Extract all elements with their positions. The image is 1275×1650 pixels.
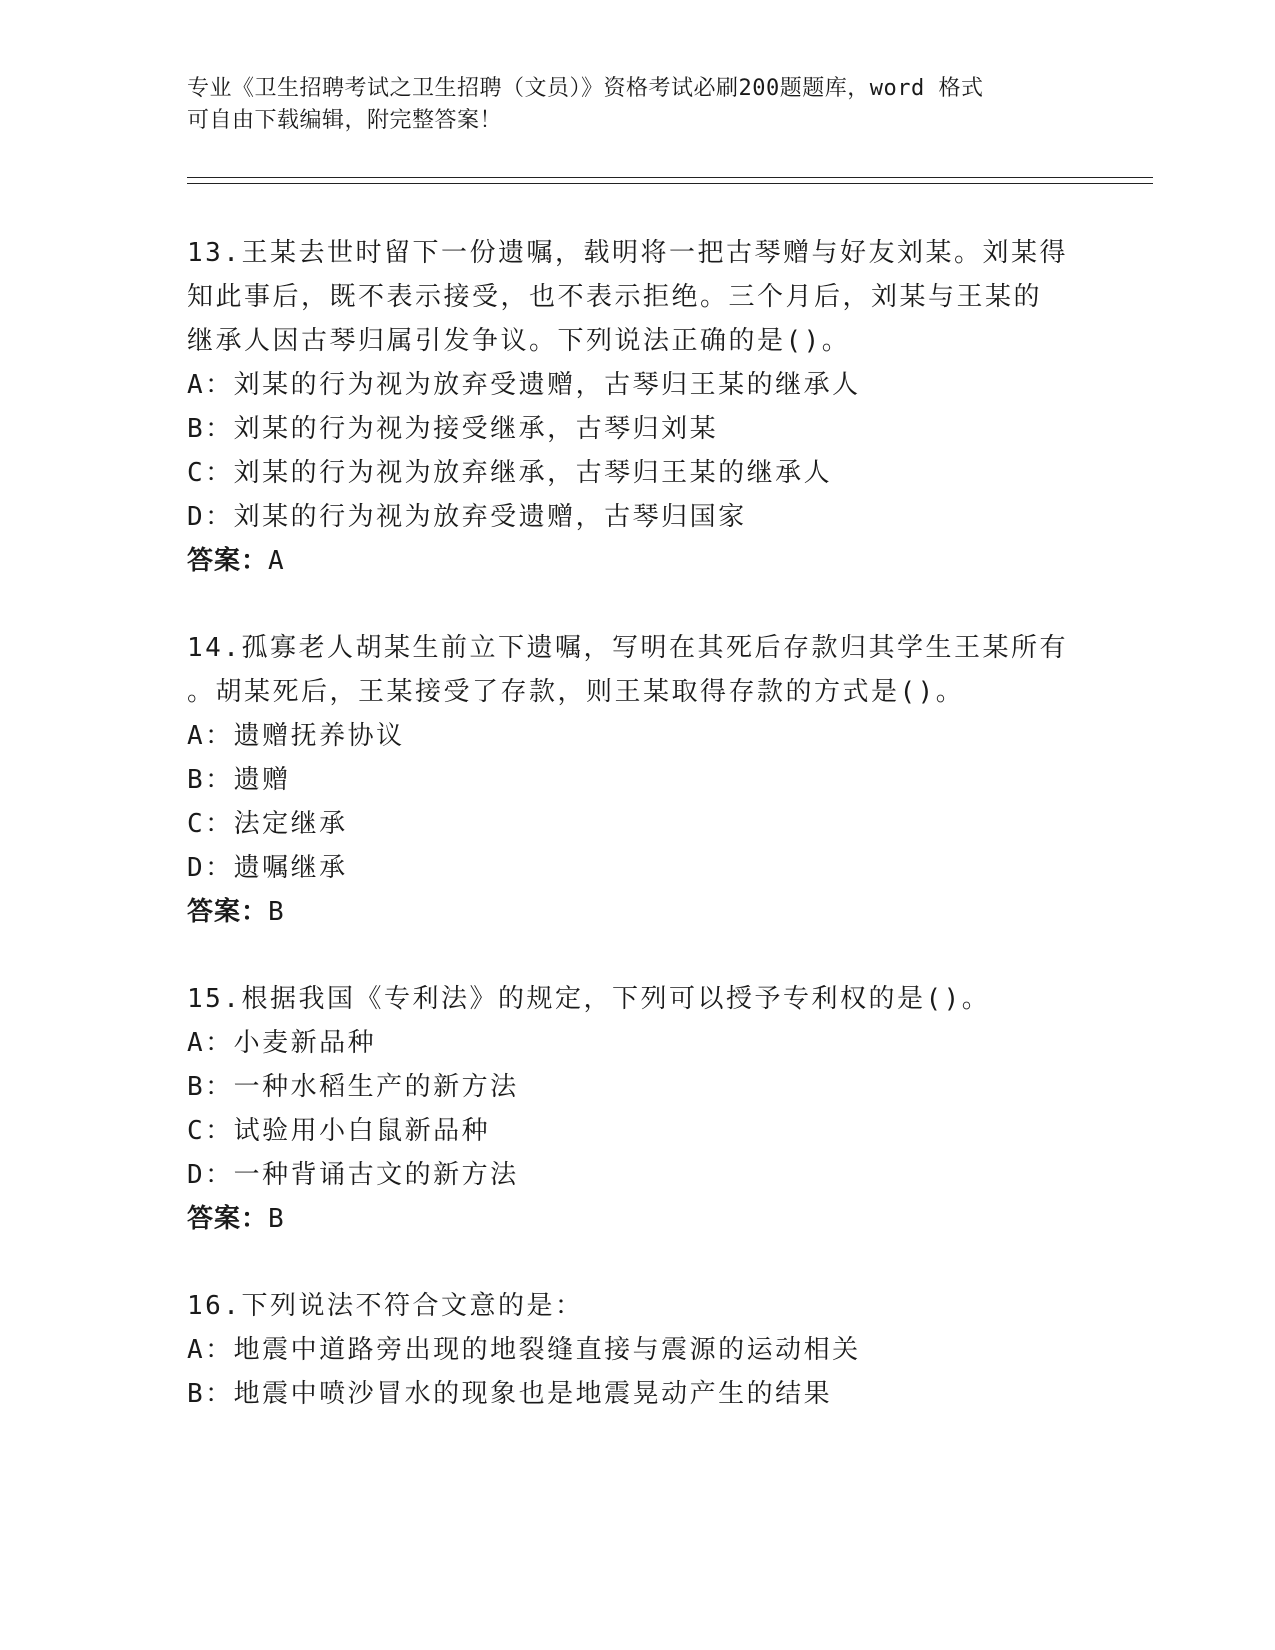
document-header bbox=[187, 73, 1087, 137]
answer-value: B bbox=[268, 897, 285, 927]
question-14-stem-line-2: 。胡某死后，王某接受了存款，则王某取得存款的方式是()。 bbox=[187, 677, 965, 707]
question-13-answer bbox=[187, 545, 285, 577]
question-15-answer bbox=[187, 1203, 285, 1235]
answer-label: 答案： bbox=[187, 1204, 269, 1234]
answer-value: B bbox=[268, 1204, 285, 1234]
question-15-stem-line-1: 15.根据我国《专利法》的规定，下列可以授予专利权的是()。 bbox=[187, 984, 991, 1014]
question-13-stem-line-3: 继承人因古琴归属引发争议。下列说法正确的是()。 bbox=[187, 326, 851, 356]
header-divider-top bbox=[187, 177, 1153, 178]
question-15-option-b: B：一种水稻生产的新方法 bbox=[187, 1072, 519, 1102]
question-13-stem-line-2: 知此事后，既不表示接受，也不表示拒绝。三个月后，刘某与王某的 bbox=[187, 282, 1043, 312]
question-15-option-a: A：小麦新品种 bbox=[187, 1028, 377, 1058]
question-13-option-d: D：刘某的行为视为放弃受遗赠，古琴归国家 bbox=[187, 502, 747, 532]
question-16-stem-line-1: 16.下列说法不符合文意的是： bbox=[187, 1291, 584, 1321]
question-14-option-c: C：法定继承 bbox=[187, 809, 348, 839]
answer-label: 答案： bbox=[187, 546, 269, 576]
question-15-option-c: C：试验用小白鼠新品种 bbox=[187, 1116, 491, 1146]
question-13-option-c: C：刘某的行为视为放弃继承，古琴归王某的继承人 bbox=[187, 458, 833, 488]
answer-label: 答案： bbox=[187, 897, 269, 927]
question-14-stem-line-1: 14.孤寡老人胡某生前立下遗嘱，写明在其死后存款归其学生王某所有 bbox=[187, 633, 1068, 663]
question-13-option-a: A：刘某的行为视为放弃受遗赠，古琴归王某的继承人 bbox=[187, 370, 861, 400]
question-16-option-a: A：地震中道路旁出现的地裂缝直接与震源的运动相关 bbox=[187, 1335, 861, 1365]
question-15-option-d: D：一种背诵古文的新方法 bbox=[187, 1160, 519, 1190]
question-14-option-d: D：遗嘱继承 bbox=[187, 853, 348, 883]
question-14-option-a: A：遗赠抚养协议 bbox=[187, 721, 405, 751]
question-13-stem-line-1: 13.王某去世时留下一份遗嘱，载明将一把古琴赠与好友刘某。刘某得 bbox=[187, 238, 1068, 268]
header-title-line-2: 可自由下载编辑，附完整答案！ bbox=[187, 108, 503, 133]
question-16-option-b: B：地震中喷沙冒水的现象也是地震晃动产生的结果 bbox=[187, 1379, 833, 1409]
answer-value: A bbox=[268, 546, 285, 576]
header-divider-bottom bbox=[187, 183, 1153, 184]
question-14-option-b: B：遗赠 bbox=[187, 765, 291, 795]
header-title-line-1: 专业《卫生招聘考试之卫生招聘（文员）》资格考试必刷200题题库，word 格式 bbox=[187, 76, 984, 101]
question-14-answer bbox=[187, 896, 285, 928]
question-13-option-b: B：刘某的行为视为接受继承，古琴归刘某 bbox=[187, 414, 719, 444]
